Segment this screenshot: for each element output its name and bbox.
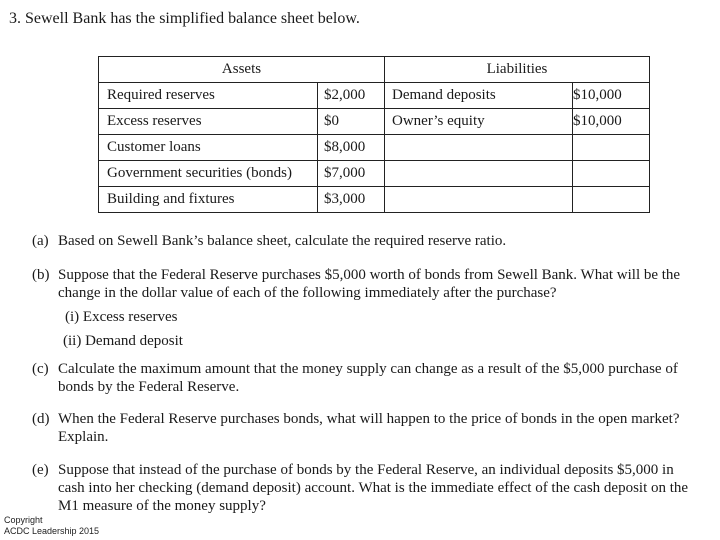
question-e bbox=[32, 461, 688, 515]
question-text-line: bonds by the Federal Reserve. bbox=[58, 379, 240, 395]
liability-value bbox=[573, 135, 650, 161]
liability-value: $10,000 bbox=[573, 109, 650, 135]
question-label: (b) bbox=[32, 267, 50, 283]
subquestion-ii: (ii) Demand deposit bbox=[63, 333, 183, 349]
asset-value: $0 bbox=[318, 109, 385, 135]
question-text-line: M1 measure of the money supply? bbox=[58, 498, 266, 514]
table-row bbox=[99, 109, 650, 135]
asset-label: Customer loans bbox=[99, 135, 318, 161]
copyright-owner: ACDC Leadership 2015 bbox=[4, 526, 100, 536]
asset-label: Government securities (bonds) bbox=[99, 161, 318, 187]
question-text-line: Explain. bbox=[58, 429, 109, 445]
asset-value: $7,000 bbox=[318, 161, 385, 187]
table-row bbox=[99, 187, 650, 213]
asset-label: Required reserves bbox=[99, 83, 318, 109]
asset-label: Building and fixtures bbox=[99, 187, 318, 213]
assets-header: Assets bbox=[99, 57, 385, 83]
question-label: (e) bbox=[32, 462, 49, 478]
problem-title: 3. Sewell Bank has the simplified balance sheet below. bbox=[9, 10, 360, 27]
table-row bbox=[99, 83, 650, 109]
question-body bbox=[58, 410, 679, 446]
question-d bbox=[32, 410, 679, 446]
asset-value: $2,000 bbox=[318, 83, 385, 109]
liabilities-header: Liabilities bbox=[385, 57, 650, 83]
table-header-row bbox=[99, 57, 650, 83]
asset-value: $3,000 bbox=[318, 187, 385, 213]
question-a bbox=[32, 232, 506, 250]
balance-sheet-table bbox=[98, 56, 650, 213]
question-c bbox=[32, 360, 678, 396]
liability-label bbox=[385, 187, 573, 213]
asset-label: Excess reserves bbox=[99, 109, 318, 135]
question-label: (c) bbox=[32, 361, 49, 377]
copyright-line: Copyright bbox=[4, 515, 43, 525]
question-text-line: change in the dollar value of each of the following immediately after the purchase? bbox=[58, 285, 557, 301]
subquestion-i: (i) Excess reserves bbox=[65, 309, 178, 325]
liability-value: $10,000 bbox=[573, 83, 650, 109]
question-body bbox=[58, 461, 688, 515]
liability-value bbox=[573, 161, 650, 187]
question-text: Based on Sewell Bank’s balance sheet, calculate the required reserve ratio. bbox=[58, 233, 507, 249]
question-label: (d) bbox=[32, 411, 50, 427]
question-text-line: Calculate the maximum amount that the money supply can change as a result of the $5,000 purchase of bbox=[58, 361, 678, 377]
liability-label: Owner’s equity bbox=[385, 109, 573, 135]
table-row bbox=[99, 161, 650, 187]
liability-label bbox=[385, 161, 573, 187]
liability-label: Demand deposits bbox=[385, 83, 573, 109]
table-row bbox=[99, 135, 650, 161]
question-text-line: Suppose that instead of the purchase of bonds by the Federal Reserve, an individual deposits $5,000 in bbox=[58, 462, 674, 478]
question-text-line: cash into her checking (demand deposit) account. What is the immediate effect of the cash deposit on the bbox=[58, 480, 689, 496]
liability-label bbox=[385, 135, 573, 161]
question-body bbox=[58, 266, 680, 302]
asset-value: $8,000 bbox=[318, 135, 385, 161]
liability-value bbox=[573, 187, 650, 213]
question-text-line: When the Federal Reserve purchases bonds, what will happen to the price of bonds in the open market? bbox=[58, 411, 680, 427]
question-b bbox=[32, 266, 680, 302]
question-label: (a) bbox=[32, 233, 49, 249]
question-body bbox=[58, 360, 678, 396]
question-text-line: Suppose that the Federal Reserve purchases $5,000 worth of bonds from Sewell Bank. What will be the bbox=[58, 267, 681, 283]
copyright-footer bbox=[4, 515, 99, 537]
